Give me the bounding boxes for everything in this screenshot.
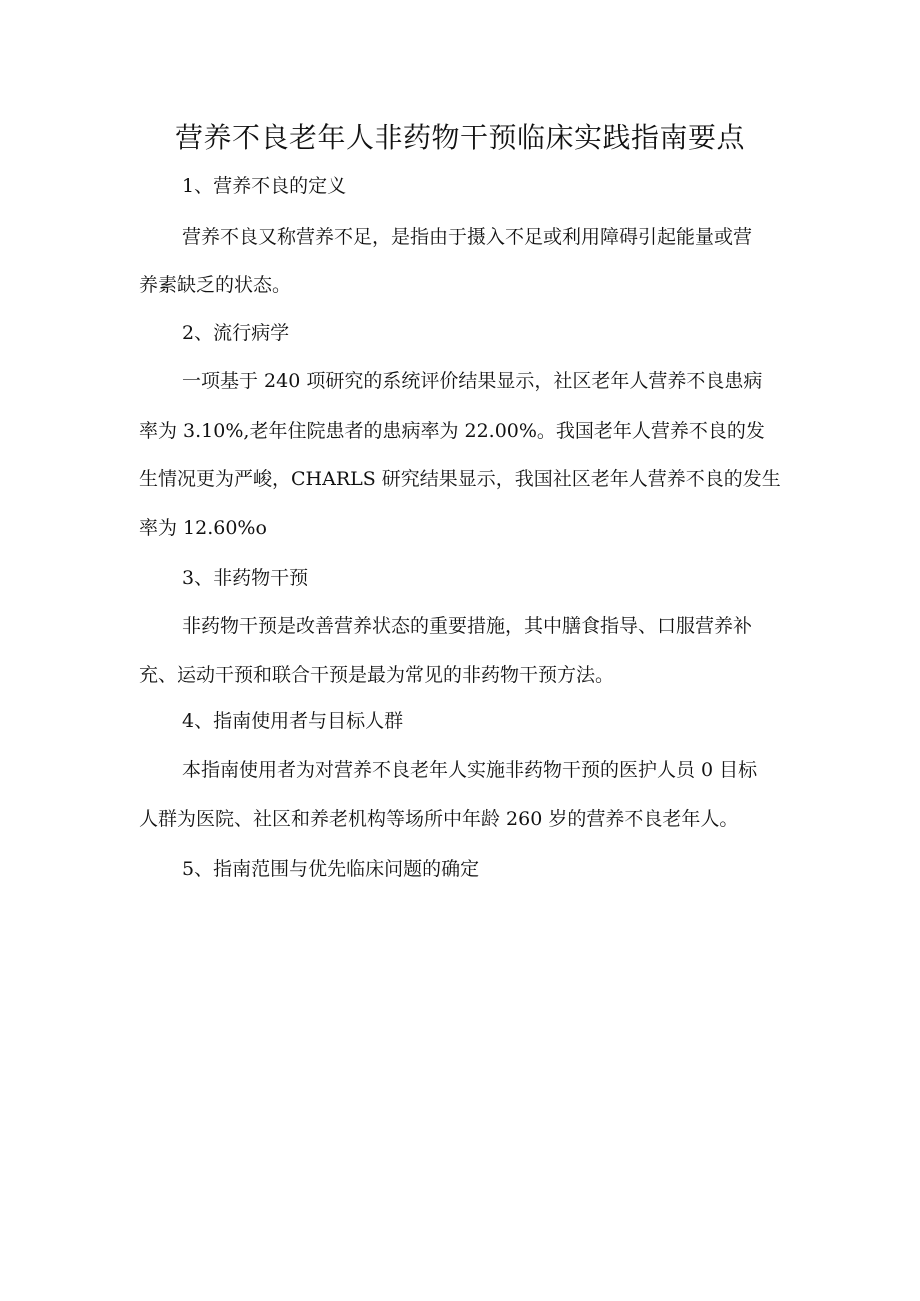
section-heading-epidemiology: 2、流行病学	[182, 322, 290, 344]
paragraph-line: 营养不良又称营养不足，是指由于摄入不足或利用障碍引起能量或营	[182, 226, 753, 248]
paragraph-line: 养素缺乏的状态。	[139, 274, 292, 296]
document-title: 营养不良老年人非药物干预临床实践指南要点	[174, 121, 745, 154]
paragraph-line: 率为 3.10%,老年住院患者的患病率为 22.00%。我国老年人营养不良的发	[139, 420, 765, 442]
section-heading-scope: 5、指南范围与优先临床问题的确定	[182, 858, 480, 880]
paragraph-line: 人群为医院、社区和养老机构等场所中年龄 260 岁的营养不良老年人。	[139, 808, 739, 830]
paragraph-line: 生情况更为严峻，CHARLS 研究结果显示，我国社区老年人营养不良的发生	[139, 468, 781, 490]
paragraph-line: 充、运动干预和联合干预是最为常见的非药物干预方法。	[139, 664, 615, 686]
section-heading-definition: 1、营养不良的定义	[182, 175, 347, 197]
paragraph-line: 本指南使用者为对营养不良老年人实施非药物干预的医护人员 0 目标	[182, 759, 758, 781]
section-heading-users-target: 4、指南使用者与目标人群	[182, 710, 404, 732]
paragraph-line: 非药物干预是改善营养状态的重要措施，其中膳食指导、口服营养补	[182, 615, 753, 637]
paragraph-line: 率为 12.60%o	[139, 517, 267, 539]
section-heading-nondrug-intervention: 3、非药物干预	[182, 567, 309, 589]
paragraph-line: 一项基于 240 项研究的系统评价结果显示，社区老年人营养不良患病	[182, 370, 763, 392]
